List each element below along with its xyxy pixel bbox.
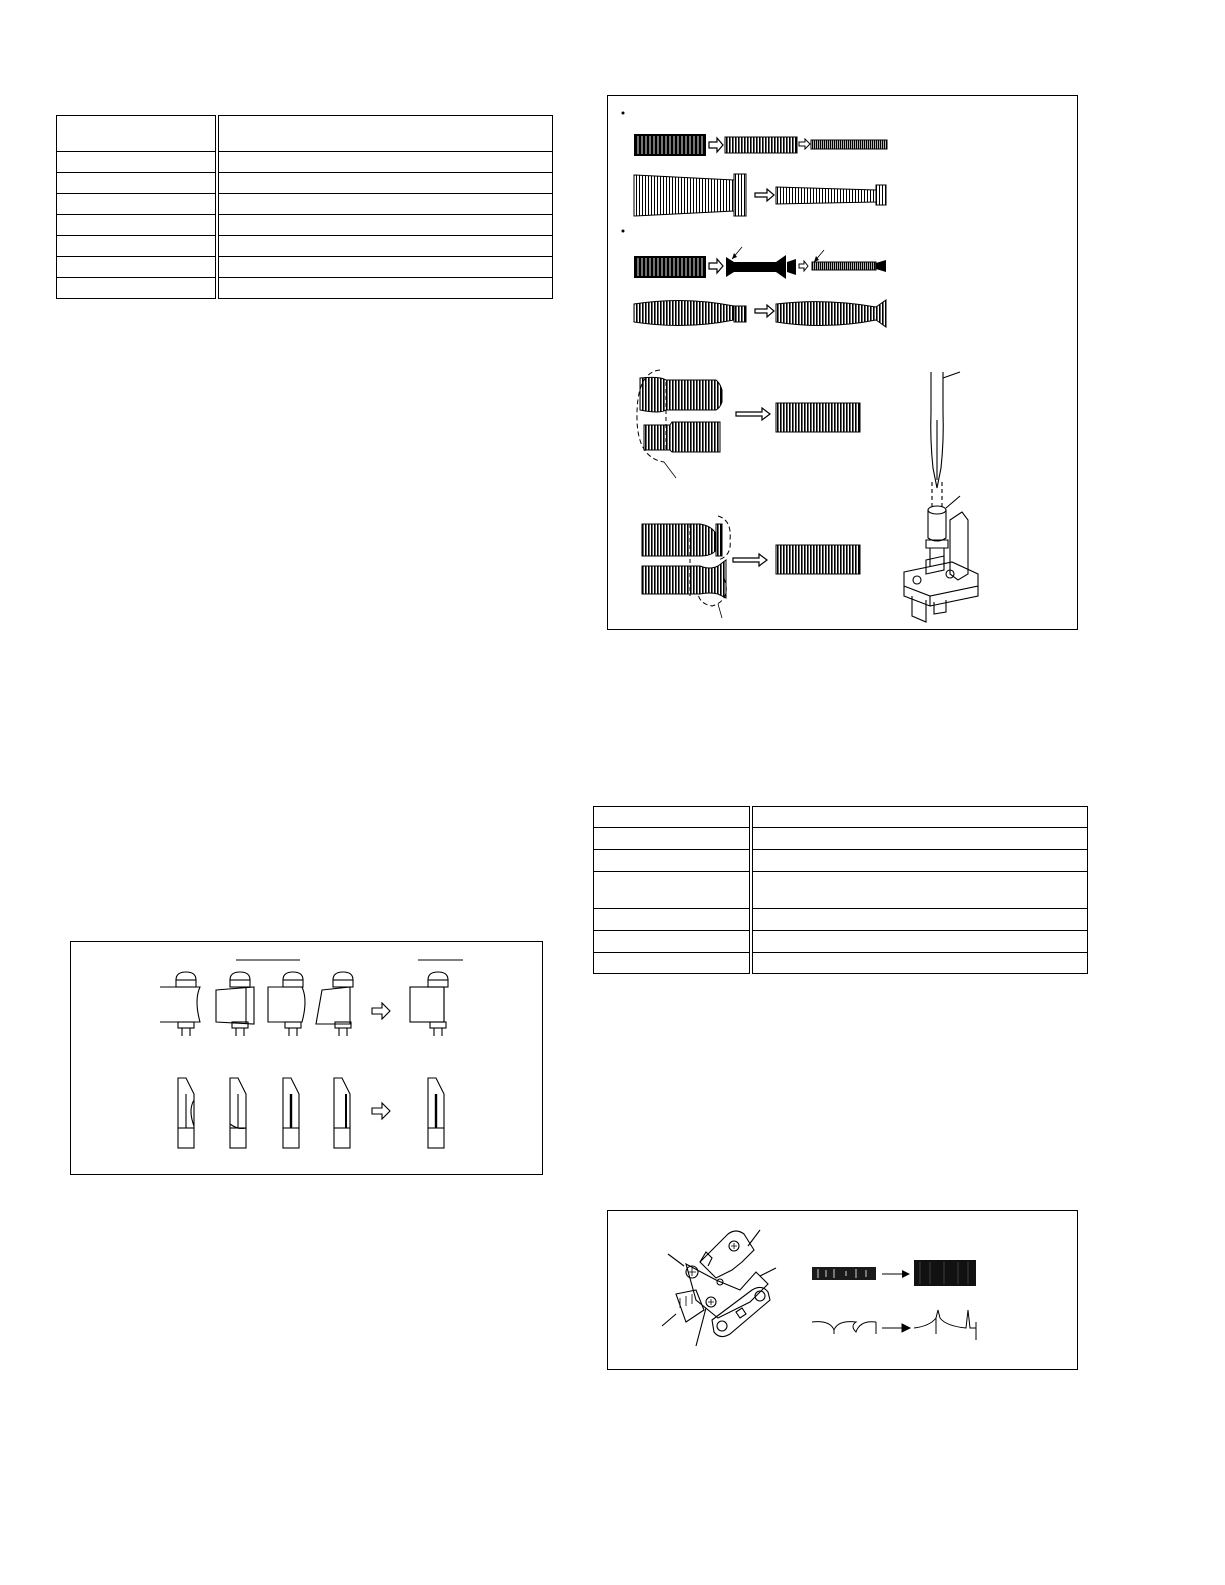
arrow-right-icon bbox=[902, 1270, 910, 1278]
signal-before-after bbox=[812, 1260, 976, 1340]
bracket-assembly bbox=[662, 1230, 776, 1346]
arrow-right-icon bbox=[902, 1324, 910, 1332]
